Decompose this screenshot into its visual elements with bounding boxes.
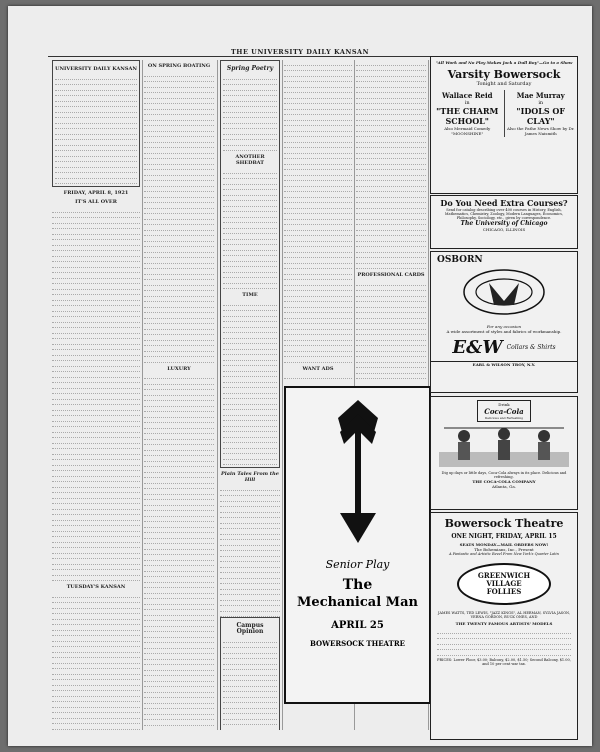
seats-notice: SEATS MONDAY—MAIL ORDERS NOW! [459,542,549,547]
paper-name: UNIVERSITY DAILY KANSAN [55,66,137,72]
article-title: ON SPRING BOATING [147,63,211,69]
bowersock-theatre-ad [430,512,578,740]
play-title: Mechanical Man [297,595,418,610]
right-in: in [538,100,544,106]
coke-caption: Dig up days or little days, Coca-Cola always in its place. Delicious and refreshing. [441,471,567,479]
school-location: CHICAGO, ILLINOIS [482,227,526,232]
article-title: LUXURY [167,365,191,372]
poetry-column [220,60,280,730]
theatre-ad [430,56,578,194]
collar-note: A wide assortment of styles and fabrics of workmanship. [446,329,562,334]
column-rule [142,60,143,730]
section-title: ANOTHER SHEDBAT [235,154,265,166]
newspaper-page [8,6,592,746]
want-ads-title: WANT ADS [302,365,334,372]
brand-sub: Collars & Shirts [506,344,556,351]
coke-bottom: Delicious and Refreshing [484,416,524,420]
prices: PRICES: Lower Floor, $3.00; Balcony, $2.00, $1.50; Second Balcony, $1.00, and 10 per cent war tax. [437,657,571,666]
play-venue: BOWERSOCK THEATRE [310,639,405,648]
ad-body: Send for catalog describing over 400 courses in History, English, Mathematics, Chemistry, Zoology, Modern Languages, Economics, Philosophy, Sociology, etc., given by correspondence. [444,208,564,220]
editorial-column [52,60,140,730]
ad-tagline: "All Work and No Play Makes Jack a Dull Boy"—Go to a Show [435,60,573,65]
right-title: "IDOLS OF CLAY" [516,106,566,126]
date-line: FRIDAY, APRIL 8, 1921 [63,190,129,196]
campus-opinion-box [220,617,280,730]
coke-logo: Coca-Cola [484,407,524,416]
maker: EARL & WILSON TROY, N.Y. [431,361,577,367]
cast-list: JAMES WATTS, TED LEWIS, "JAZZ KINGS", AL HERMAN, SYLVIA JASON, VERNA GORDON, BUCK ONES, AND [437,611,571,619]
editorial-title: IT'S ALL OVER [75,199,117,205]
collar-ad [430,251,578,393]
column-rule [217,60,218,730]
senior-play-ad [284,386,431,704]
left-in: in [464,100,470,106]
arrow-icon [328,398,388,548]
extra-cast: THE TWENTY FAMOUS ARTISTS' MODELS [455,621,553,626]
article-column [144,60,214,730]
section-title: Spring Poetry [226,65,274,72]
section-title: Plain Tales From the Hill [221,471,279,483]
story-column [284,60,352,380]
coke-top: Drink [498,402,510,407]
right-star: Mae Murray [516,91,565,100]
collar-tagline: For any occasion [486,324,522,329]
ad-headline: Do You Need Extra Courses? [440,198,568,208]
theatre-title: Bowersock Theatre [444,517,564,530]
correspondence-ad [430,195,578,249]
show-date: ONE NIGHT, FRIDAY, APRIL 15 [451,533,557,540]
coca-cola-ad [430,396,578,510]
spring-poetry-box [220,60,280,468]
left-extra: Also Mermaid Comedy "MOONSHINE" [444,126,491,136]
left-star: Wallace Reid [441,91,493,100]
column-rule [282,60,283,730]
play-title-the: The [342,577,373,593]
presenter: The Bohemians, Inc., Present [474,547,534,552]
coke-company: THE COCA-COLA COMPANY [472,479,536,484]
masthead: THE UNIVERSITY DAILY KANSAN [230,48,370,56]
collar-name: OSBORN [437,255,483,265]
show-description: A Fantastic and Artistic Revel From New York's Quarter Latin [449,552,559,556]
classifieds-column [356,60,426,380]
brand-logo: E&W [452,337,503,358]
right-extra: Also the Pathe News Show by Dr. James Naismith [506,126,575,136]
people-illustration [439,422,569,467]
section-title: TIME [242,292,258,298]
left-title: "THE CHARM SCHOOL" [436,106,499,126]
senior-play-title: Senior Play [325,558,390,571]
play-date: APRIL 25 [331,620,384,631]
collar-illustration [459,265,549,320]
theatre-names: Varsity Bowersock [447,68,561,81]
school-name: The University of Chicago [460,220,548,227]
coke-city: Atlanta, Ga. [491,484,517,489]
show-time: Tonight and Saturday [476,81,532,87]
section-title: Campus Opinion [236,622,264,635]
editorial-title: TUESDAY'S KANSAN [66,584,126,590]
show-logo: GREENWICH VILLAGE FOLLIES [477,571,531,596]
professional-cards-title: PROFESSIONAL CARDS [357,272,425,278]
masthead-box [52,60,140,187]
